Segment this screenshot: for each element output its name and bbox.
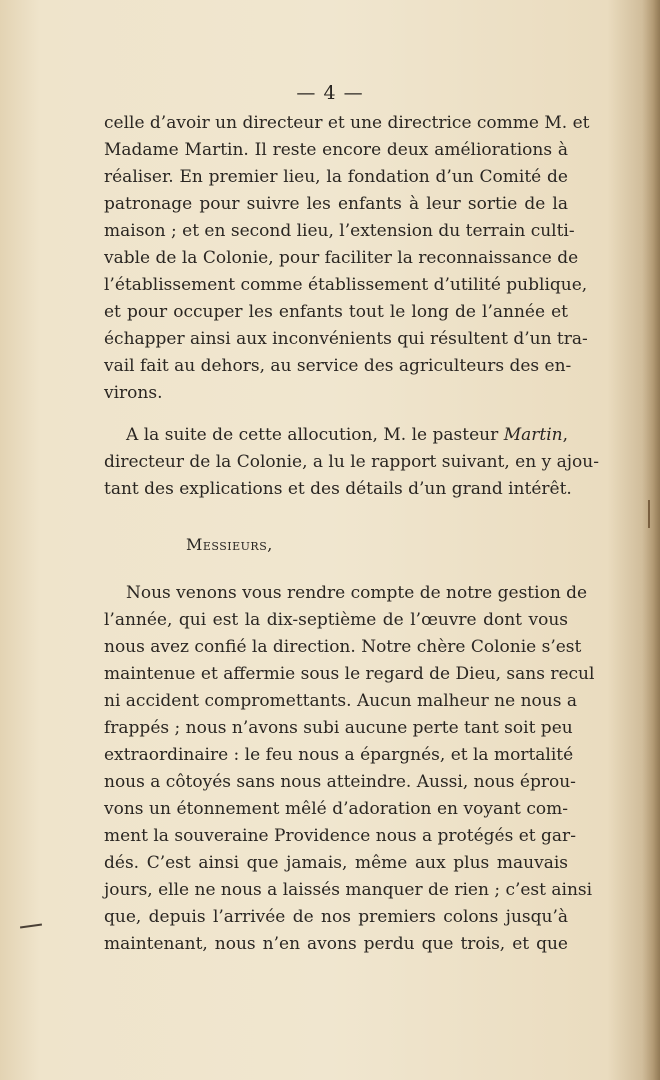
text-line: nous a côtoyés sans nous atteindre. Aussi, nous éprou- [104,772,576,792]
text-line: et pour occuper les enfants tout le long de l’année et [104,302,568,322]
paragraph-3 [104,580,595,958]
margin-mark [20,923,42,928]
text-line: échapper ainsi aux inconvénients qui résultent d’un tra- [104,329,588,349]
text-line: ni accident compromettants. Aucun malheur ne nous a [104,691,577,711]
text-line: que, depuis l’arrivée de nos premiers colons jusqu’à [104,907,568,927]
text-line [104,422,568,449]
margin-mark-right [648,500,656,528]
text-line: vons un étonnement mêlé d’adoration en voyant com- [104,799,568,819]
text-line: maison ; et en second lieu, l’extension du terrain culti- [104,221,575,241]
text-fragment: , [562,425,568,445]
text-line: maintenant, nous n’en avons perdu que trois, et que [104,934,568,954]
text-line: jours, elle ne nous a laissés manquer de rien ; c’est ainsi [104,880,593,900]
text-line: ment la souveraine Providence nous a protégés et gar- [104,826,576,846]
page-number: — 4 — [296,82,364,104]
text-line: réaliser. En premier lieu, la fondation d’un Comité de [104,167,568,187]
text-line: Madame Martin. Il reste encore deux améliorations à [104,140,568,160]
text-line: extraordinaire : le feu nous a épargnés, et la mortalité [104,745,574,765]
text-line: maintenue et affermie sous le regard de Dieu, sans recul [104,664,595,684]
text-line: frappés ; nous n’avons subi aucune perte tant soit peu [104,718,573,738]
paragraph-2 [104,422,599,503]
text-line: Nous venons vous rendre compte de notre gestion de [126,583,588,603]
text-line: celle d’avoir un directeur et une directrice comme M. et [104,113,590,133]
text-line: vable de la Colonie, pour faciliter la reconnaissance de [104,248,579,268]
text-fragment: A la suite de cette allocution, M. le pasteur [126,425,504,445]
paragraph-1 [104,110,590,407]
text-line: vail fait au dehors, au service des agriculteurs des en- [104,356,572,376]
salutation [186,535,273,554]
text-line: patronage pour suivre les enfants à leur sortie de la [104,194,568,214]
pastor-name: Martin [503,425,563,445]
text-line: directeur de la Colonie, a lu le rapport suivant, en y ajou- [104,452,599,472]
text-line: nous avez confié la direction. Notre chère Colonie s’est [104,637,582,657]
text-line: virons. [104,383,163,403]
text-line: dés. C’est ainsi que jamais, même aux plus mauvais [104,853,568,873]
salutation-text: Messieurs, [186,535,273,554]
page-edge-shadow [642,0,660,1080]
text-line: tant des explications et des détails d’un grand intérêt. [104,479,572,499]
text-line: l’établissement comme établissement d’utilité publique, [104,275,588,295]
text-line: l’année, qui est la dix-septième de l’œuvre dont vous [104,610,568,630]
